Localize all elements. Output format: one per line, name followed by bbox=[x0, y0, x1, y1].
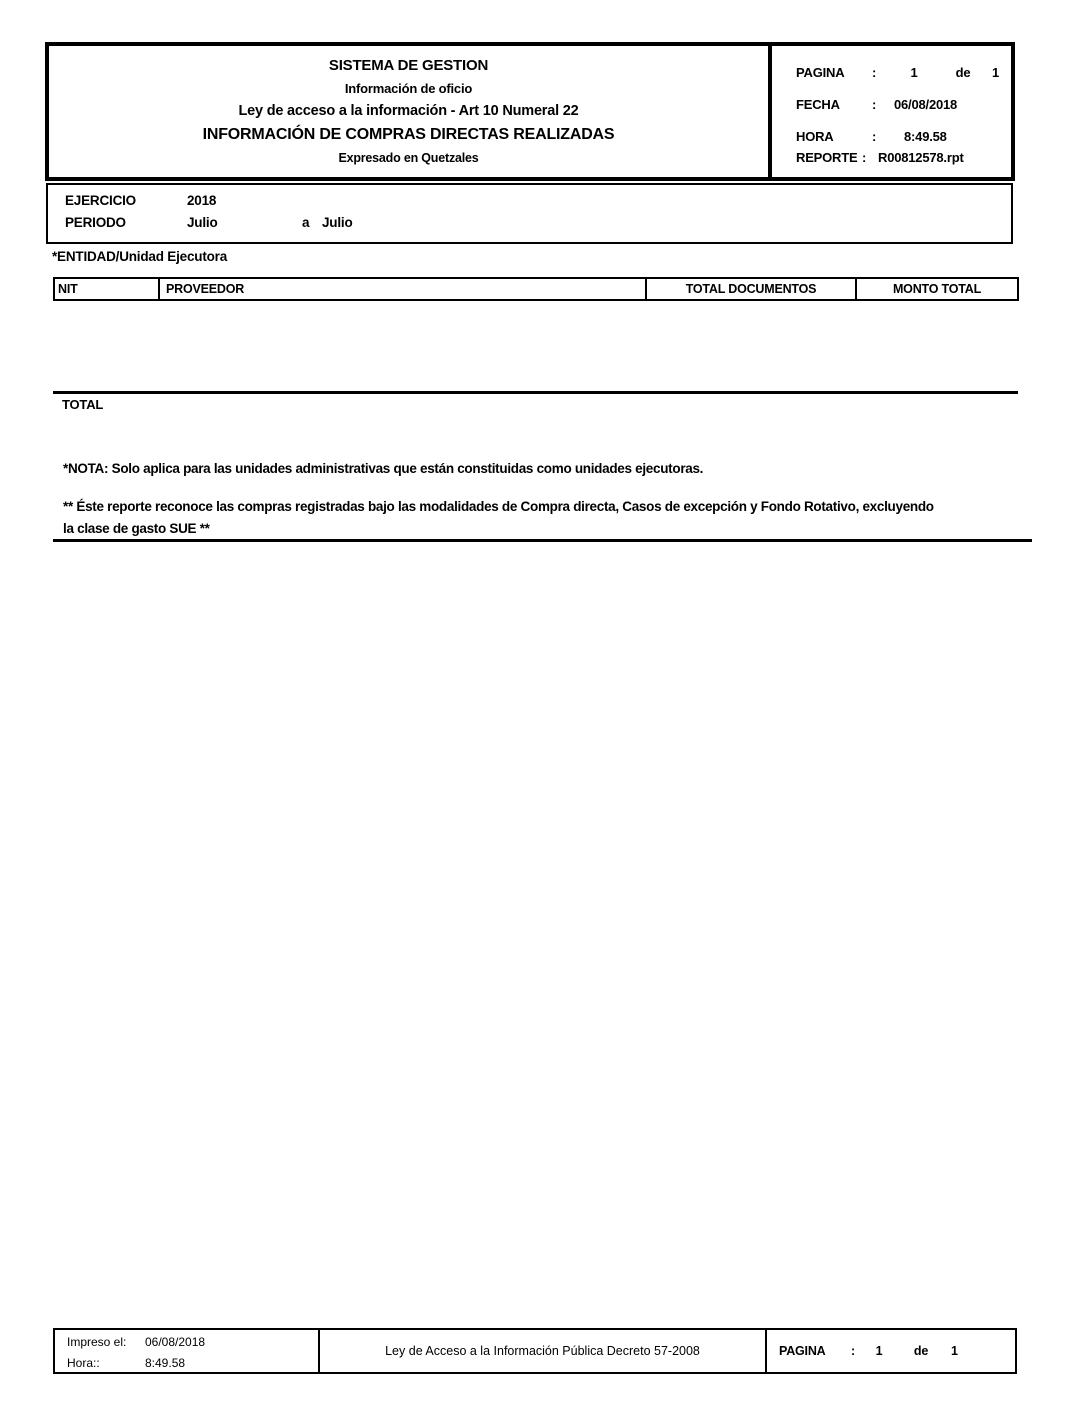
report-meta-block bbox=[768, 46, 1011, 177]
pagina-colon: : bbox=[872, 64, 877, 80]
column-header-nit: NIT bbox=[55, 279, 160, 299]
footer-pagina-de: de bbox=[913, 1344, 929, 1358]
periodo-label: PERIODO bbox=[65, 215, 126, 230]
page-footer bbox=[53, 1328, 1017, 1374]
footer-law-text: Ley de Acceso a la Información Pública Decreto 57-2008 bbox=[385, 1344, 700, 1358]
fecha-label: FECHA bbox=[796, 96, 840, 112]
footer-law-caption bbox=[320, 1330, 767, 1372]
ejercicio-label: EJERCICIO bbox=[65, 193, 136, 208]
reporte-colon: : bbox=[862, 149, 867, 165]
notes-bottom-rule bbox=[53, 539, 1032, 542]
note-aplica: *NOTA: Solo aplica para las unidades administrativas que están constituidas como unidades ejecutoras. bbox=[63, 461, 704, 476]
entity-heading: *ENTIDAD/Unidad Ejecutora bbox=[52, 249, 228, 264]
footer-pagina-colon: : bbox=[851, 1344, 855, 1358]
pagina-value: 1 bbox=[910, 64, 918, 80]
pagina-total: 1 bbox=[992, 64, 1000, 80]
footer-impreso-row bbox=[67, 1335, 318, 1349]
footer-hora-row bbox=[67, 1356, 318, 1370]
subtitle-ley: Ley de acceso a la información - Art 10 Numeral 22 bbox=[238, 103, 579, 119]
purchases-table-header bbox=[53, 277, 1019, 301]
subtitle-oficio: Información de oficio bbox=[344, 81, 473, 96]
meta-hora-row bbox=[796, 129, 1011, 143]
hora-colon: : bbox=[872, 128, 877, 144]
impreso-value: 06/08/2018 bbox=[145, 1335, 206, 1349]
filter-box bbox=[46, 183, 1013, 244]
footer-pagina-value: 1 bbox=[875, 1344, 883, 1358]
footer-page-info bbox=[767, 1330, 1015, 1372]
note-modalidades: ** Éste reporte reconoce las compras registradas bajo las modalidades de Compra directa, Casos de excepción y Fondo Rotativo, excluyendo la clase de gasto SUE ** bbox=[63, 499, 934, 536]
fecha-value: 06/08/2018 bbox=[894, 96, 958, 112]
footer-pagina-label: PAGINA bbox=[779, 1344, 826, 1358]
footer-print-info bbox=[55, 1330, 320, 1372]
ejercicio-row bbox=[65, 193, 1011, 209]
table-total-row bbox=[53, 391, 1018, 412]
meta-fecha-row bbox=[796, 97, 1011, 111]
periodo-from-value: Julio bbox=[187, 215, 218, 230]
footer-pagina-total: 1 bbox=[951, 1344, 958, 1358]
report-header bbox=[45, 42, 1015, 181]
column-header-total-documentos: TOTAL DOCUMENTOS bbox=[647, 279, 857, 299]
pagina-label: PAGINA bbox=[796, 64, 845, 80]
impreso-label: Impreso el: bbox=[67, 1335, 127, 1349]
reporte-label: REPORTE bbox=[796, 149, 858, 165]
total-label: TOTAL bbox=[62, 397, 104, 412]
ejercicio-value: 2018 bbox=[187, 193, 217, 208]
footer-hora-value: 8:49.58 bbox=[145, 1356, 186, 1370]
periodo-row bbox=[65, 215, 1011, 231]
periodo-to-value: Julio bbox=[322, 215, 353, 230]
meta-reporte-row bbox=[796, 150, 1011, 164]
hora-value: 8:49.58 bbox=[904, 128, 947, 144]
reporte-value: R00812578.rpt bbox=[878, 149, 964, 165]
hora-label: HORA bbox=[796, 128, 834, 144]
subtitle-currency: Expresado en Quetzales bbox=[338, 151, 479, 165]
footer-hora-label: Hora:: bbox=[67, 1356, 100, 1370]
report-title: INFORMACIÓN DE COMPRAS DIRECTAS REALIZADAS bbox=[202, 126, 615, 143]
pagina-de: de bbox=[955, 64, 971, 80]
meta-pagina-row bbox=[796, 65, 1011, 79]
column-header-monto-total: MONTO TOTAL bbox=[892, 282, 982, 296]
column-header-proveedor: PROVEEDOR bbox=[160, 279, 647, 299]
system-title: SISTEMA DE GESTION bbox=[328, 57, 489, 74]
periodo-a-label: a bbox=[302, 215, 310, 230]
report-title-block bbox=[49, 46, 768, 177]
fecha-colon: : bbox=[872, 96, 877, 112]
